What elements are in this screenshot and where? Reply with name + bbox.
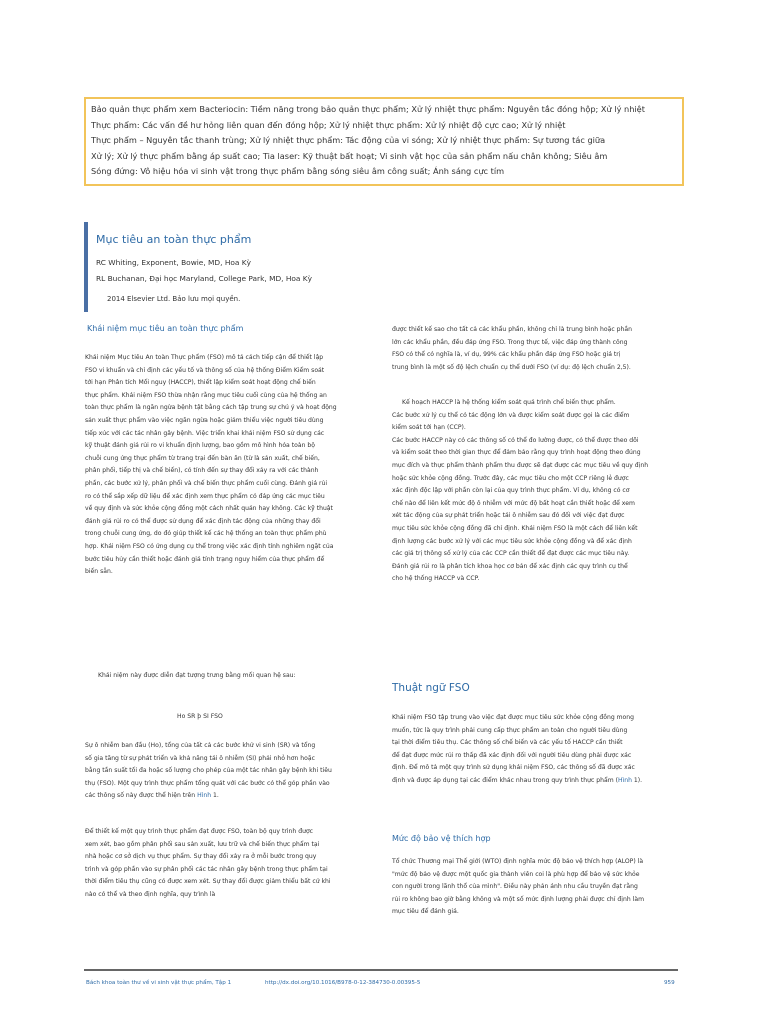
text-line: xác định độc lập với phần còn lại của quy trình thực phẩm. Ví dụ, không có cơ <box>392 487 630 495</box>
text-line: về quy định và sức khỏe cộng đồng một cách nhất quán hay không. Các kỹ thuật <box>85 505 333 513</box>
related-articles-box <box>84 97 684 186</box>
text-span: 1). <box>631 776 643 784</box>
related-line: Sóng đứng: Vô hiệu hóa vi sinh vật trong thực phẩm bằng sóng siêu âm công suất; Ánh sáng cực tím <box>91 166 505 176</box>
text-line: được thiết kế sao cho tất cả các khẩu phần, không chỉ là trung bình hoặc phần <box>392 326 632 333</box>
doi-link[interactable]: http://dx.doi.org/10.1016/B978-0-12-384730-0.00395-5 <box>265 980 421 986</box>
text-line: chế nào để liên kết mức độ ô nhiễm với mức độ bất hoạt cần thiết hoặc để xem <box>392 499 635 507</box>
text-line: hợp. Khái niệm FSO có ứng dụng cụ thể trong việc xác định tính nghiêm ngặt của <box>85 542 334 550</box>
text-line: rủi ro không bao giờ bằng không và một số mức định lượng phải được chỉ định làm <box>392 895 645 903</box>
text-line: bằng tần suất tối đa hoặc số lượng cho phép của một tác nhân gây bệnh khi tiêu <box>85 767 332 775</box>
text-line: nào có thể và theo định nghĩa, quy trình là <box>85 890 216 898</box>
text-line: thực phẩm. Khái niệm FSO thừa nhận rằng mục tiêu cuối cùng của hệ thống an <box>85 391 327 399</box>
text-line: mục đích và thực phẩm thành phẩm thu được sẽ đạt được các mục tiêu về quy định <box>392 461 649 469</box>
text-line: thời điểm tiêu thụ cũng có được xem xét. Sự thay đổi được giảm thiểu bất cứ khi <box>85 878 331 886</box>
paragraph <box>392 397 692 586</box>
text-line: Đánh giá rủi ro là phân tích khoa học cơ bản để xác định các quy trình cụ thể <box>392 562 628 570</box>
text-line: số gia tăng từ sự phát triển và khả năng tái ô nhiễm (SI) phải nhỏ hơn hoặc <box>85 754 315 762</box>
text-line: sản xuất thực phẩm vào việc ngăn ngừa hoặc giảm thiểu việc người tiêu dùng <box>85 416 324 424</box>
text-line: con người trong lãnh thổ của mình". Điều này phản ánh nhu cầu truyền đạt rằng <box>392 883 638 891</box>
text-span: định và được áp dụng tại các điểm khác nhau trong quy trình thực phẩm ( <box>392 776 618 784</box>
text-line: Các bước HACCP này có các thông số có thể đo lường được, có thể được theo dõi <box>392 436 639 444</box>
section-heading: Khái niệm mục tiêu an toàn thực phẩm <box>87 324 244 333</box>
text-line: lớn các khẩu phần, đều đáp ứng FSO. Trong thực tế, việc đáp ứng thành công <box>392 338 628 346</box>
text-line: cho hệ thống HACCP và CCP. <box>392 575 480 583</box>
related-line: Thực phẩm – Nguyên tắc thanh trùng; Xử lý nhiệt thực phẩm: Tác động của vi sóng; Xử lý nhiệt thực phẩm: Sự tương tác giữa <box>91 135 606 145</box>
footer-book-title: Bách khoa toàn thư về vi sinh vật thực phẩm, Tập 1 <box>86 980 232 986</box>
text-line <box>85 790 385 803</box>
author-line: RL Buchanan, Đại học Maryland, College Park, MD, Hoa Kỳ <box>96 274 313 283</box>
paragraph <box>85 826 385 902</box>
text-line: và kiểm soát theo thời gian thực để đảm bảo rằng quy trình hoạt động theo đúng <box>392 449 641 457</box>
text-line: xét tác động của sự phát triển hoặc tái ô nhiễm sau đó đối với việc đạt được <box>392 512 625 520</box>
text-line: trình và góp phần vào sự phân phối các tác nhân gây bệnh trong thực phẩm tại <box>85 865 328 873</box>
copyright-line: 2014 Elsevier Ltd. Bảo lưu mọi quyền. <box>107 295 241 303</box>
text-line: nhà hoặc cơ sở dịch vụ thực phẩm. Sự thay đổi xảy ra ở mỗi bước trong quy <box>85 853 317 861</box>
text-line: tiếp xúc với các tác nhân gây bệnh. Việc triển khai khái niệm FSO sử dụng các <box>85 429 325 437</box>
text-line: ro có thể sắp xếp dữ liệu để xác định xem thực phẩm có đáp ứng các mục tiêu <box>85 492 325 500</box>
formula: Ho SR þ SI FSO <box>177 713 223 720</box>
paragraph <box>392 324 692 374</box>
text-line: chuỗi cung ứng thực phẩm từ trang trại đến bàn ăn (từ là sản xuất, chế biến, <box>85 454 320 462</box>
paragraph <box>85 740 385 803</box>
text-line: kỹ thuật đánh giá rủi ro vi khuẩn định lượng, bao gồm mô hình hóa toàn bộ <box>85 442 315 450</box>
text-line: mục tiêu sức khỏe cộng đồng đã chỉ định. Khái niệm FSO là một cách để liên kết <box>392 524 638 532</box>
section-heading: Thuật ngữ FSO <box>392 682 470 694</box>
text-line: trong chuỗi cung ứng, do đó giúp thiết kế các hệ thống an toàn thực phẩm phù <box>85 530 327 538</box>
paragraph <box>85 352 385 579</box>
article-title: Mục tiêu an toàn thực phẩm <box>96 233 252 246</box>
related-line: Thực phẩm: Các vấn đề hư hỏng liên quan đến đóng hộp; Xử lý nhiệt thực phẩm: Xử lý nhiệt độ cực cao; Xử lý nhiệt <box>91 119 566 130</box>
text-line: để đạt được mức rủi ro thấp đã xác định đối với người tiêu dùng phải được xác <box>392 751 632 759</box>
text-line: FSO có thể có nghĩa là, ví dụ, 99% các khẩu phần đáp ứng FSO hoặc giá trị <box>392 351 621 359</box>
text-line: tại thời điểm tiêu thụ. Các thông số chế biến và các yếu tố HACCP cần thiết <box>392 739 623 747</box>
text-line: phân phối, tiếp thị và chế biến), có tính đến sự thay đổi xảy ra với các thành <box>85 467 319 475</box>
text-line: Khái niệm Mục tiêu An toàn Thực phẩm (FSO) mô tả cách tiếp cận để thiết lập <box>85 354 324 361</box>
text-line: các giá trị thông số xử lý của các CCP cần thiết để đạt được các mục tiêu này. <box>392 550 630 558</box>
paragraph <box>392 712 692 788</box>
text-line: Sự ô nhiễm ban đầu (Ho), tổng của tất cả các bước khử vi sinh (SR) và tổng <box>85 742 316 749</box>
text-line: hoặc sức khỏe cộng đồng. Trước đây, các mục tiêu cho một CCP riêng lẻ được <box>392 474 629 482</box>
text-line: tới hạn Phân tích Mối nguy (HACCP), thiết lập kiểm soát hoạt động chế biến <box>85 379 316 387</box>
text-line <box>392 775 692 788</box>
text-line: kiểm soát tới hạn (CCP). <box>392 424 466 432</box>
text-line: xem xét, bao gồm phân phối sau sản xuất, lưu trữ và chế biến thực phẩm tại <box>85 840 320 848</box>
text-line: FSO vi khuẩn và chỉ định các yếu tố và thông số của hệ thống Điểm Kiểm soát <box>85 366 325 374</box>
text-line: đánh giá rủi ro có thể được sử dụng để xác định tác động của những thay đổi <box>85 517 321 525</box>
related-line: Xử lý; Xử lý thực phẩm bằng áp suất cao; Tia laser: Kỹ thuật bất hoạt; Vi sinh vật học của sản phẩm nấu chân không; Siêu âm <box>91 150 608 161</box>
text-span: các thông số này được thể hiện trên <box>85 792 198 800</box>
text-line: Các bước xử lý cụ thể có tác động lớn và được kiểm soát được gọi là các điểm <box>392 411 630 419</box>
text-line: Khái niệm FSO tập trung vào việc đạt được mục tiêu sức khỏe cộng đồng mong <box>392 714 635 721</box>
text-line: Kế hoạch HACCP là hệ thống kiểm soát quá trình chế biến thực phẩm. <box>402 399 616 406</box>
footer-rule <box>84 969 678 971</box>
text-line: định lượng các bước xử lý với các mục tiêu sức khỏe cộng đồng và để xác định <box>392 537 632 545</box>
related-line: Bảo quản thực phẩm xem Bacteriocin: Tiềm năng trong bảo quản thực phẩm; Xử lý nhiệt thực phẩm: Nguyên tắc đóng hộp; Xử lý nhiệt <box>91 104 645 114</box>
text-line: định. Để mô tả một quy trình sử dụng khái niệm FSO, các thông số đã được xác <box>392 764 635 772</box>
paragraph <box>392 856 692 919</box>
author-line: RC Whiting, Exponent, Bowie, MD, Hoa Kỳ <box>96 258 251 267</box>
text-line: "mức độ bảo vệ được một quốc gia thành viên coi là phù hợp để bảo vệ sức khỏe <box>392 870 640 878</box>
text-line: phần, các bước xử lý, phân phối và chế biến thực phẩm cuối cùng. Đánh giá rủi <box>85 479 328 487</box>
text-line: Để thiết kế một quy trình thực phẩm đạt được FSO, toàn bộ quy trình được <box>85 828 314 835</box>
text-line: bước tiêu hủy cần thiết hoặc đánh giá tính trạng nguy hiểm của thực phẩm để <box>85 555 325 563</box>
page-number: 959 <box>664 980 675 986</box>
text-line: toàn thực phẩm là ngăn ngừa bệnh tật bằng cách tập trung sự chú ý và hoạt động <box>85 404 337 412</box>
text-line: thụ (FSO). Một quy trình thực phẩm tổng quát với các bước có thể góp phần vào <box>85 779 330 787</box>
text-line: trung bình là một số độ lệch chuẩn cụ thể dưới FSO (ví dụ: độ lệch chuẩn 2,5). <box>392 363 631 371</box>
text-line: muốn, tức là quy trình phải cung cấp thực phẩm an toàn cho người tiêu dùng <box>392 726 628 734</box>
text-line: Tổ chức Thương mại Thế giới (WTO) định nghĩa mức độ bảo vệ thích hợp (ALOP) là <box>392 858 644 865</box>
figure-link[interactable]: Hình <box>197 792 212 800</box>
text-span: 1. <box>211 792 219 800</box>
text-line: biến sẵn. <box>85 568 113 576</box>
paragraph: Khái niệm này được diễn đạt tượng trưng bằng mối quan hệ sau: <box>98 672 296 679</box>
figure-link[interactable]: Hình <box>617 776 632 784</box>
text-line: mục tiêu để đánh giá. <box>392 908 459 916</box>
section-heading: Mức độ bảo vệ thích hợp <box>392 834 491 843</box>
